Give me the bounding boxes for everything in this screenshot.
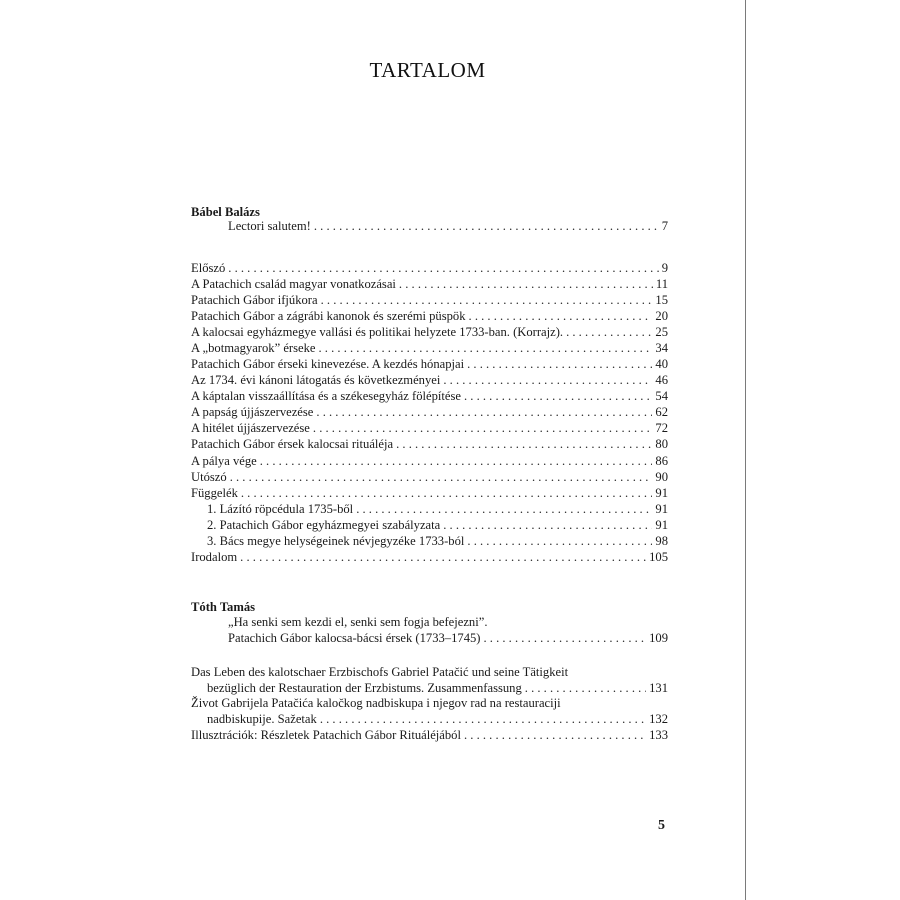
- toc-entry-page: 80: [655, 437, 668, 451]
- toc-entry-page: 86: [655, 454, 668, 468]
- toc-entry-title: A pálya vége: [191, 454, 257, 468]
- leader-dots: [396, 436, 652, 452]
- toc-entry-page: 40: [655, 357, 668, 371]
- leader-dots: [399, 276, 653, 292]
- leader-dots: [321, 292, 653, 308]
- toc-entry-page: 7: [661, 219, 668, 233]
- toc-entry[interactable]: [207, 680, 668, 696]
- toc-entry-title: A „botmagyarok” érseke: [191, 341, 316, 355]
- toc-entry[interactable]: [228, 630, 668, 646]
- toc-entry[interactable]: [191, 372, 668, 388]
- toc-entry-title: 3. Bács megye helységeinek névjegyzéke 1733-ból: [207, 534, 465, 548]
- toc-entry-title: Lectori salutem!: [228, 219, 311, 233]
- toc-entry-title: Az 1734. évi kánoni látogatás és következményei: [191, 373, 441, 387]
- toc-entry[interactable]: [191, 485, 668, 501]
- page-title: TARTALOM: [369, 58, 486, 82]
- leader-dots: [467, 533, 652, 549]
- toc-entry-title: Patachich Gábor érseki kinevezése. A kezdés hónapjai: [191, 357, 465, 371]
- toc-entry-page: 72: [655, 421, 668, 435]
- leader-dots: [464, 727, 646, 743]
- toc-entry-page: 62: [655, 405, 668, 419]
- toc-entry-page: 54: [655, 389, 668, 403]
- toc-entry-page: 91: [655, 486, 668, 500]
- toc-entry[interactable]: [191, 436, 668, 452]
- toc-entry-page: 131: [649, 681, 668, 695]
- leader-dots: [260, 453, 653, 469]
- leader-dots: [464, 388, 652, 404]
- toc-entry-title: A káptalan visszaállítása és a székesegyház fölépítése: [191, 389, 461, 403]
- toc-entry-page: 34: [655, 341, 668, 355]
- leader-dots: [443, 517, 652, 533]
- toc-entry-title: Irodalom: [191, 550, 238, 564]
- toc-entry[interactable]: [191, 324, 668, 340]
- toc-entry-page: 91: [655, 502, 668, 516]
- toc-entry-title: Illusztrációk: Részletek Patachich Gábor Rituáléjából: [191, 728, 461, 742]
- toc-entry-page: 90: [655, 470, 668, 484]
- toc-entry[interactable]: [191, 420, 668, 436]
- toc-entry[interactable]: [191, 260, 668, 276]
- leader-dots: [483, 630, 646, 646]
- leader-dots: [566, 324, 652, 340]
- toc-entry-page: 109: [649, 631, 668, 645]
- toc-entry-title: Patachich Gábor a zágrábi kanonok és szerémi püspök: [191, 309, 466, 323]
- toc-entry-page: 15: [655, 293, 668, 307]
- toc-entry-title: 1. Lázító röpcédula 1735-ből: [207, 502, 354, 516]
- toc-entry-title: A Patachich család magyar vonatkozásai: [191, 277, 396, 291]
- toc-entry[interactable]: [191, 404, 668, 420]
- author-heading: Tóth Tamás: [191, 600, 256, 614]
- toc-entry[interactable]: [191, 388, 668, 404]
- toc-entry-page: 91: [655, 518, 668, 532]
- page-number: 5: [658, 818, 665, 833]
- toc-entry[interactable]: [191, 453, 668, 469]
- toc-entry[interactable]: [228, 218, 668, 234]
- toc-entry[interactable]: [207, 517, 668, 533]
- leader-dots: [240, 549, 646, 565]
- toc-entry-title: Függelék: [191, 486, 238, 500]
- toc-entry[interactable]: [207, 711, 668, 727]
- leader-dots: [314, 218, 659, 234]
- toc-entry-title: bezüglich der Restauration der Erzbistums. Zusammenfassung: [207, 681, 522, 695]
- toc-entry[interactable]: [191, 292, 668, 308]
- toc-entry-title: nadbiskupije. Sažetak: [207, 712, 317, 726]
- toc-entry-page: 98: [655, 534, 668, 548]
- leader-dots: [320, 711, 646, 727]
- leader-dots: [313, 420, 653, 436]
- toc-entry[interactable]: [191, 356, 668, 372]
- leader-dots: [356, 501, 652, 517]
- toc-entry[interactable]: [191, 340, 668, 356]
- toc-entry-title: Patachich Gábor ifjúkora: [191, 293, 318, 307]
- scan-edge-line: [745, 0, 746, 900]
- toc-entry[interactable]: [191, 308, 668, 324]
- leader-dots: [228, 260, 658, 276]
- toc-entry-page: 105: [649, 550, 668, 564]
- toc-entry[interactable]: [191, 549, 668, 565]
- toc-entry-title-line: Das Leben des kalotschaer Erzbischofs Gabriel Patačić und seine Tätigkeit: [191, 665, 569, 679]
- toc-entry-title-line: „Ha senki sem kezdi el, senki sem fogja befejezni”.: [228, 615, 488, 629]
- toc-entry-page: 9: [661, 261, 668, 275]
- toc-entry-page: 11: [655, 277, 668, 291]
- toc-entry-title-line: Život Gabrijela Patačića kaločkog nadbiskupa i njegov rad na restauraciji: [191, 696, 561, 710]
- leader-dots: [241, 485, 653, 501]
- leader-dots: [319, 340, 653, 356]
- toc-entry[interactable]: [191, 276, 668, 292]
- leader-dots: [469, 308, 653, 324]
- toc-entry-page: 25: [655, 325, 668, 339]
- toc-entry-title: A hitélet újjászervezése: [191, 421, 310, 435]
- toc-entry-title: A kalocsai egyházmegye vallási és politikai helyzete 1733-ban. (Korrajz).: [191, 325, 564, 339]
- toc-entry-title: Utószó: [191, 470, 227, 484]
- leader-dots: [443, 372, 652, 388]
- toc-entry-title: Patachich Gábor kalocsa-bácsi érsek (1733–1745): [228, 631, 481, 645]
- leader-dots: [230, 469, 653, 485]
- toc-entry[interactable]: [191, 469, 668, 485]
- toc-entry-page: 20: [655, 309, 668, 323]
- toc-entry[interactable]: [207, 501, 668, 517]
- toc-entry-page: 132: [649, 712, 668, 726]
- toc-entry-page: 46: [655, 373, 668, 387]
- toc-entry-page: 133: [649, 728, 668, 742]
- toc-entry-title: A papság újjászervezése: [191, 405, 314, 419]
- leader-dots: [525, 680, 646, 696]
- leader-dots: [467, 356, 652, 372]
- toc-entry-title: Előszó: [191, 261, 226, 275]
- leader-dots: [316, 404, 652, 420]
- author-heading: Bábel Balázs: [191, 205, 260, 219]
- toc-entry[interactable]: [207, 533, 668, 549]
- toc-entry-title: 2. Patachich Gábor egyházmegyei szabályzata: [207, 518, 441, 532]
- toc-entry[interactable]: [191, 727, 668, 743]
- toc-entry-title: Patachich Gábor érsek kalocsai rituáléja: [191, 437, 394, 451]
